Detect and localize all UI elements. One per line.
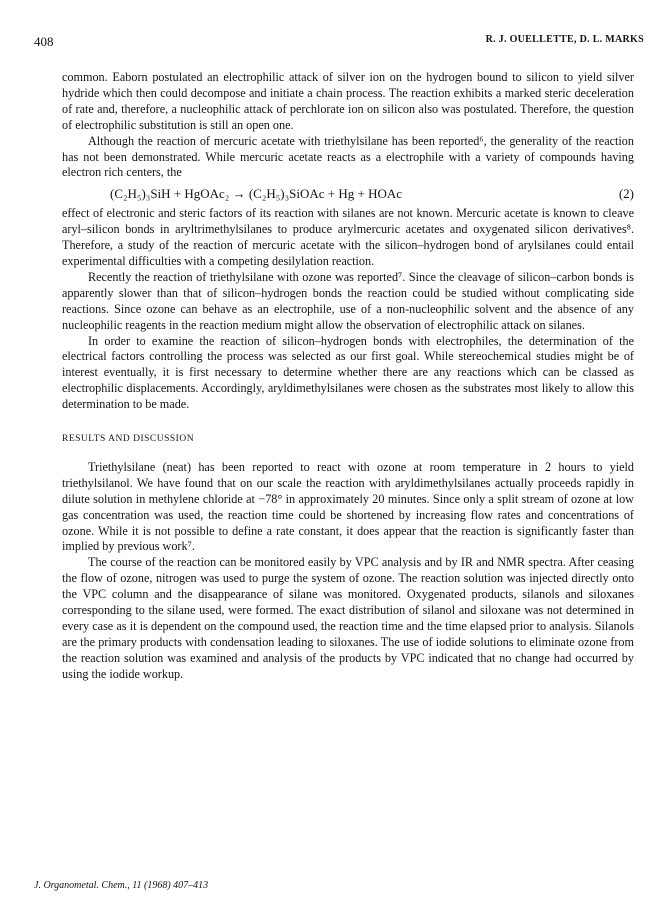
paragraph-electronic-steric: effect of electronic and steric factors of its reaction with silanes are not known. Mercuric acetate is known to cleave aryl–silicon bonds in aryltrimethylsilanes to produce arylmercuric acetates and oxygenated silicon derivatives⁸. Therefore, a study of the reaction of mercuric acetate with the silicon–hydrogen bond of arylsilanes could entail experimental difficulties with a competing desilylation reaction. (62, 206, 634, 268)
section-heading-results: RESULTS AND DISCUSSION (62, 434, 195, 445)
results-section (62, 460, 634, 683)
equation-formula: (C₂H₅)₃SiH + HgOAc₂ → (C₂H₅)₃SiOAc + Hg + HOAc (110, 186, 403, 202)
journal-citation-footer: J. Organometal. Chem., 11 (1968) 407–413 (34, 880, 209, 891)
paragraph-triethylsilane-ozone: Triethylsilane (neat) has been reported to react with ozone at room temperature in 2 hours to yield triethylsilanol. We have found that on our scale the reaction with aryldimethylsilanes actually proceeds rapidly in dilute solution in methylene chloride at −78° in approximately 20 minutes. Since only a split stream of ozone at low gas concentration was used, the reaction time could be shortened by increasing flow rates and concentrations of ozone. While it is not possible to define a rate constant, it does appear that the reaction is significantly faster than implied by previous work⁷. (62, 459, 634, 554)
article-body (62, 70, 634, 683)
equation-2 (62, 186, 634, 202)
paragraph-mercuric-acetate: Although the reaction of mercuric acetate with triethylsilane has been reported⁶, the generality of the reaction has not been demonstrated. While mercuric acetate reacts as a electrophile with a variety of compounds having electron rich centers, the (62, 133, 634, 180)
equation-number: (2) (618, 186, 634, 202)
paragraph-course-of-reaction: The course of the reaction can be monitored easily by VPC analysis and by IR and NMR spectra. After ceasing the flow of ozone, nitrogen was used to purge the system of ozone. The reaction solution was injected directly onto the VPC column and the disappearance of silane was monitored. Oxygenated products, silanols and siloxanes corresponding to the silane used, were formed. The exact distribution of silanol and siloxane was not determined in every case as it is dependent on the compound used, the reaction time and the time elapsed prior to analysis. Silanols are the primary products with condensation leading to siloxanes. The use of iodide solutions to eliminate ozone from the reaction solution was examined and analysis of the products by VPC indicated that no change had occurred by using the iodide workup. (62, 555, 634, 681)
paragraph-ozone: Recently the reaction of triethylsilane with ozone was reported⁷. Since the cleavage of silicon–carbon bonds is apparently slower than that of silicon–hydrogen bonds the reaction could be studied without complicating side reactions. Since ozone can behave as an electrophile, use of a non-nucleophilic solvent and the absence of any nucleophilic reagents in the reaction medium might allow the observation of electrophilic attack on silanes. (62, 269, 634, 332)
page-header (34, 34, 644, 50)
page-number: 408 (34, 34, 54, 49)
running-head-authors: R. J. OUELLETTE, D. L. MARKS (485, 34, 644, 45)
paragraph-eaborn: common. Eaborn postulated an electrophilic attack of silver ion on the hydrogen bound to silicon to yield silver hydride which then could decompose and initiate a chain process. The reaction exhibits a marked steric deceleration of rate and, therefore, a nucleophilic attack of perchlorate ion on silicon also was postulated. Therefore, the question of electrophilic substitution is still an open one. (62, 70, 634, 132)
paragraph-first-goal: In order to examine the reaction of silicon–hydrogen bonds with electrophiles, the determination of the electrical factors controlling the process was selected as our first goal. While stereochemical studies might be of interest eventually, it is first necessary to determine whether there are any reactions which can be classed as electrophilic displacements. Accordingly, aryldimethylsilanes were chosen as the substrates most likely to allow this determination to be made. (62, 333, 634, 412)
